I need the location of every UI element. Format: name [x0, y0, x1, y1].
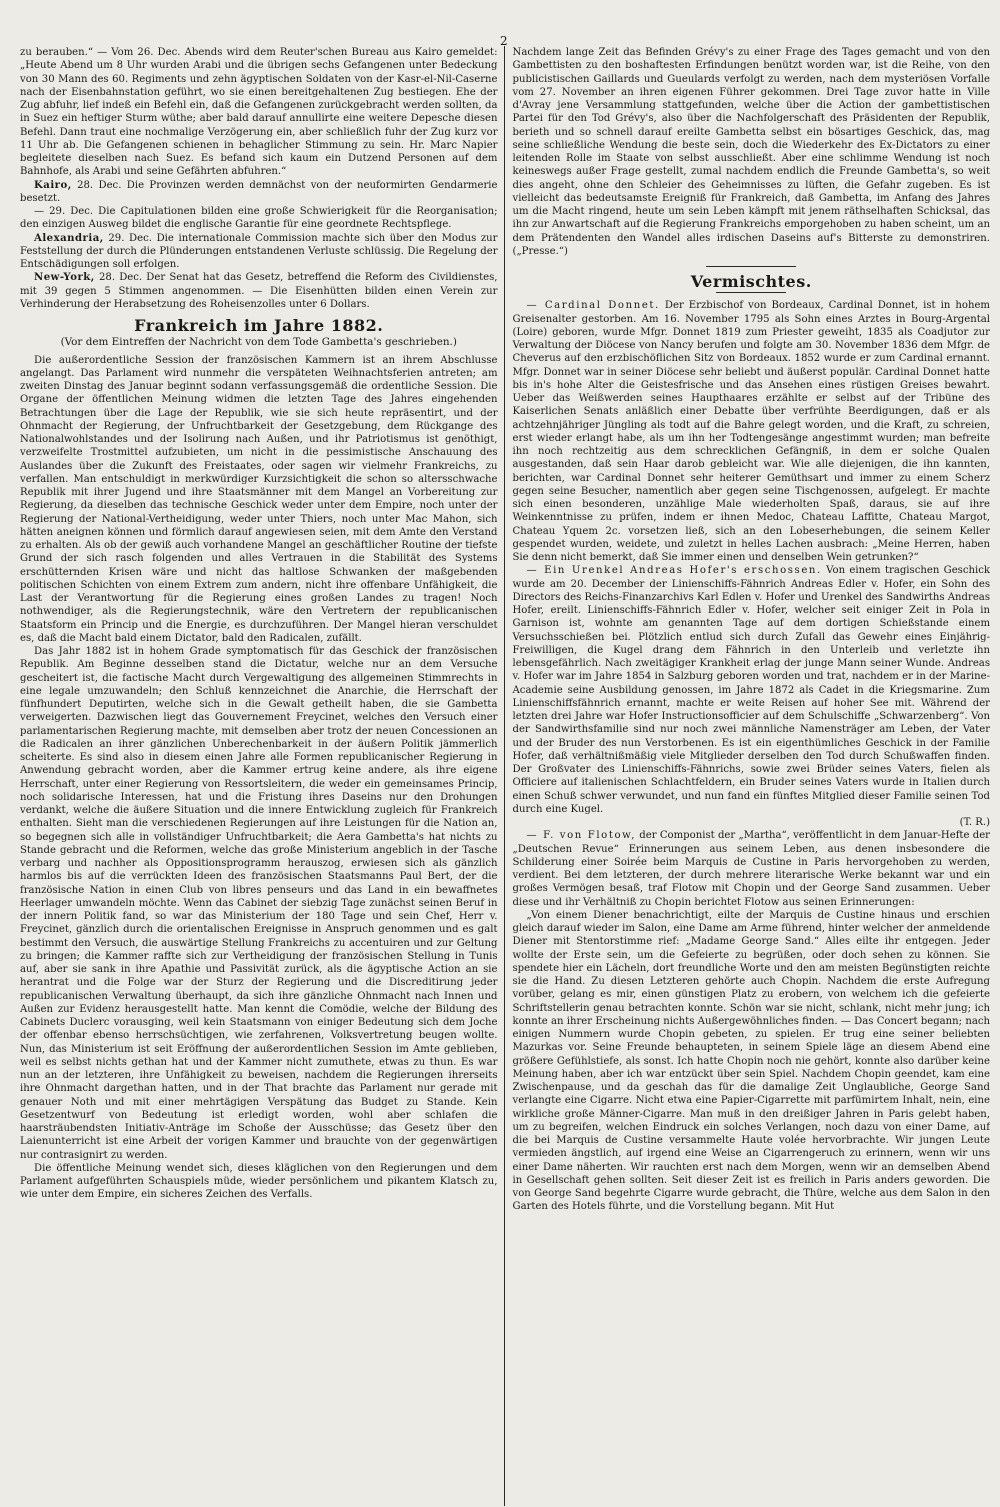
- flotow-item-text: der Componist der „Martha“, veröffentlicht in dem Januar-Hefte der „Deutschen Revue“ Erinnerungen aus seinem Leben, aus denen insbesondere die Schilderung einer Soirée beim Marquis de Custine in Paris hervorgehoben zu werden, verdient. Bei dem letzteren, der durch mehrere literarische Werke bekannt war und ein großes Vermögen besaß, traf Flotow mit Chopin und der George Sand zusammen. Ueber diese und ihr Verhältniß zu Chopin berichtet Flotow aus seinen Erinnerungen:: [512, 830, 991, 908]
- cairo-dispatch-28: [20, 179, 498, 206]
- dateline-alexandria: Alexandria,: [34, 232, 104, 244]
- cairo-dispatch-continuation: zu berauben.“ — Vom 26. Dec. Abends wird dem Reuter'schen Bureau aus Kairo gemeldet: „Heute Abend um 8 Uhr wurden Arabi und die übrigen sechs Gefangenen unter Bedeckung von 30 Mann des 60. Regiments und zehn ägyptischen Soldaten von der Kasr-el-Nil-Caserne nach der Eisenbahnstation geführt, wo sie einen bereitgehaltenen Zug bestiegen. Ehe der Zug abfuhr, lief indeß ein Befehl ein, daß die Gefangenen zurückgebracht werden sollten, da in Suez ein heftiger Sturm wüthe; aber bald darauf annullirte eine weitere Depesche diesen Befehl. Dann traut eine nochmalige Verzögerung ein, aber schließlich fuhr der Zug kurz vor 11 Uhr ab. Die Gefangenen schienen in behaglicher Stimmung zu sein. Hr. Marc Napier begleitete dieselben nach Suez. Es befand sich kaum ein Dutzend Personen auf dem Bahnhofe, als Arabi und seine Gefährten abfuhren.“: [20, 47, 498, 178]
- hofer-item: [513, 564, 991, 816]
- flotow-item: [513, 829, 991, 909]
- article-subheading: (Vor dem Eintreffen der Nachricht von dem Tode Gambetta's geschrieben.): [60, 336, 457, 349]
- heading-underline: [716, 292, 786, 293]
- newyork-dispatch-text: 28. Dec. Der Senat hat das Gesetz, betreffend die Reform des Civildienstes, mit 39 gegen 5 Stimmen angenommen. — Die Eisenhütten bilden einen Verein zur Verhinderung der Herabsetzung des Roheisenzolles unter 6 Dollars.: [20, 272, 498, 310]
- cairo-dispatch-29: — 29. Dec. Die Capitulationen bilden eine große Schwierigkeit für die Reorganisation; den einzigen Ausweg bildet die englische Garantie für eine geordnete Rechtspflege.: [20, 206, 498, 231]
- article-continuation: Nachdem lange Zeit das Befinden Grévy's zu einer Frage des Tages gemacht und von den Gambettisten zu den boshaftesten Erfindungen benützt worden war, ist die Reihe, von den publicistischen Gaillards und Gueulards verfolgt zu werden, nach dem mysteriösen Vorfalle vom 27. November an ihren eigenen Führer gekommen. Drei Tage zuvor hatte in Ville d'Avray jene Versammlung stattgefunden, welche über die Action der gambettistischen Partei für den Tod Grévy's, also über die Nachfolgerschaft des Präsidenten der Republik, berieth und so schnell darauf ereilte Gambetta selbst ein bösartiges Geschick, das, mag seine schließliche Wendung die beste sein, doch die Wiederkehr des Ex-Dictators zu einer leitenden Rolle im Staate von selbst ausschließt. Aber eine schlimme Wendung ist noch keineswegs außer Frage gestellt, zumal nachdem endlich die Freunde Gambetta's, so weit dies angeht, ohne den Schleier des Geheimnisses zu lüften, die Gefahr zugeben. Es ist vielleicht das bedeutsamste Ereigniß für Frankreich, daß Gambetta, im Anfang des Jahres um die Macht ringend, heute um sein Leben kämpft mit jenem räthselhaften Schicksal, das ihn zur Anwartschaft auf die Regierung Frankreichs emporgehoben zu haben scheint, um an dem Prätendenten den Wandel alles irdischen Daseins auf's Bitterste zu demonstriren. („Presse.“): [512, 47, 991, 257]
- alexandria-dispatch-text: 29. Dec. Die internationale Commission machte sich über den Modus zur Feststellung der durch die Plünderungen entstandenen Verluste schlüssig. Die Regelung der Entschädigungen soll erfolgen.: [20, 232, 498, 270]
- hofer-item-title: — Ein Urenkel Andreas Hofer's erschossen.: [526, 565, 822, 577]
- cairo-dispatch-28-text: 28. Dec. Die Provinzen werden demnächst von der neuformirten Gendarmerie besetzt.: [20, 179, 498, 204]
- left-column: [20, 46, 504, 1506]
- article-paragraph-2: Das Jahr 1882 ist in hohem Grade symptomatisch für das Geschick der französischen Republik. Am Beginne desselben stand die Dictatur, welche nur an dem Versuche gescheitert ist, die factische Macht durch Vergewaltigung des allgemeinen Stimmrechts in eine legale umzuwandeln; den Schluß kennzeichnet die Anarchie, die Herrschaft der fünfhundert Deputirten, welche sich in die Gewalt getheilt haben, die sie Gambetta verweigerten. Dazwischen liegt das Gouvernement Freycinet, welches den Versuch einer parlamentarischen Regierung machte, mit demselben aber trotz der neuen Concessionen an die Radicalen an ihrer gänzlichen Unberechenbarkeit in der äußern Politik jämmerlich scheiterte. Es sind also in diesem einen Jahre alle Formen republicanischer Regierung in Anwendung gebracht worden, aber die Kammer ertrug keine andere, als ihre eigene Herrschaft, unter einer Regierung von Ressortsleitern, die weder ein gemeinsames Princip, noch solidarische Interessen, hat und die Fristung ihres Daseins nur den Drohungen verdankt, welche die äußere Situation und die innere Entwicklung zugleich für Frankreich enthalten. Sieht man die verschiedenen Regierungen auf ihre Leistungen für die Nation an, so begegnen sich alle in vollständiger Unfruchtbarkeit; die Aera Gambetta's hat nichts zu Stande gebracht und die Reformen, welche das große Ministerium angeblich in der Tasche verbarg und nachher als Oppositionsprogramm herauszog, erwiesen sich als gänzlich harmlos bis auf die verrückten Ideen des französischen Staatsmanns Paul Bert, der die französische Nation in einen Club von libres penseurs und das Land in ein bewaffnetes Heerlager umwandeln möchte. Wenn das Cabinet der siebzig Tage zunächst seinen Beruf in der innern Politik fand, so war das Ministerium der 180 Tage und sein Chef, Herr v. Freycinet, gänzlich durch die orientalischen Ereignisse in Anspruch genommen und es galt bestimmt den Versuch, die auswärtige Stellung Frankreichs zu accentuiren und zur Geltung zu bringen; die Kammer raffte sich zur Vertheidigung der französischen Stellung in Tunis auf, aber sie sank in ihre Apathie und Passivität zurück, als die ägyptische Action an sie herantrat und die Folge war der Sturz der Regierung und die Discreditirung jeder republicanischen Verwaltung überhaupt, da sich ihre gänzliche Ohnmacht nach Innen und Außen zur Evidenz herausgestellt hatte. Man kennt die Comödie, welche der Bildung des Cabinets Duclerc vorausging, weil kein Staatsmann von einiger Bedeutung sich dem Joche der offenbar ebenso herrschsüchtigen, wie zerfahrenen, Volksvertretung beugen wollte. Nun, das Ministerium ist seit Eröffnung der außerordentlichen Session im Amte geblieben, weil es selbst nichts gethan hat und der Kammer nicht zumuthete, etwas zu thun. Es war nun an der letzteren, ihre Unfähigkeit zu beweisen, nachdem die Regierungen ihrerseits ihre Ohnmacht dargethan hatten, und in der That brachte das Parlament nur gerade mit genauer Noth und mit einer mehrtägigen Verspätung das Budget zu Stande. Kein Gesetzentwurf von Bedeutung ist erledigt worden, wohl aber schlafen die haarsträubendsten Initiativ-Anträge im Schoße der Ausschüsse; das Gesetz über den Laienunterricht ist eine Arbeit der vorigen Kammer und brauchte von der gegenwärtigen nur contrasignirt zu werden.: [20, 646, 498, 1161]
- section-divider: [706, 266, 796, 267]
- donnet-item-text: Der Erzbischof von Bordeaux, Cardinal Donnet, ist in hohem Greisenalter gestorben. Am 16. November 1795 als Sohn eines Arztes in Bourg-Argental (Loire) geboren, wurde Mfgr. Donnet 1819 zum Priester geweiht, 1835 als Coadjutor zur Verwaltung der Diöcese von Nancy berufen und folgte am 30. November 1836 dem Mfgr. de Cheverus auf den erzbischöflichen Sitz von Bordeaux. 1852 wurde er zum Cardinal ernannt. Mfgr. Donnet war in seiner Diöcese sehr beliebt und äußerst populär. Cardinal Donnet hatte bis in's hohe Alter die Geistesfrische und das Ansehen eines rüstigen Greises bewahrt. Ueber das Weißwerden seines Haupthaares erzählte er selbst auf der Tribüne des Kaiserlichen Senats anläßlich einer Debatte über verfrühte Beerdigungen, daß er als achtzehnjähriger Jüngling als todt auf die Bahre gelegt worden, und die Kraft, zu schreien, erst wieder erlangt habe, als um ihn her Todtengesänge angestimmt wurden; man befreite ihn noch rechtzeitig aus dem schrecklichen Gefängniß, in dem er solche Qualen ausgestanden, daß sein Haar darob gebleicht war. Wie alle diejenigen, die ihn kannten, berichten, war Cardinal Donnet sehr heiterer Gemüthsart und immer zu einem Scherz gegen seine Besucher, namentlich aber gegen seine Tischgenossen, aufgelegt. Er machte sich einen besonderen, unzählige Male wiederholten Spaß, daraus, sie auf ihre Weinkenntnisse zu prüfen, indem er ihnen Medoc, Chateau Laffitte, Chateau Margot, Chateau Yquem 2c. vorsetzen ließ, sich an den Lobeserhebungen, die seinem Keller gespendet wurden, weidete, und zuletzt in helles Lachen ausbrach: „Meine Herren, haben Sie denn nicht bemerkt, daß Sie immer einen und denselben Wein getrunken?“: [512, 300, 991, 563]
- hofer-item-text: Von einem tragischen Geschick wurde am 20. December der Linienschiffs-Fähnrich Andreas Edler v. Hofer, ein Sohn des Directors des Reichs-Finanzarchivs Karl Edlen v. Hofer und Urenkel des Sandwirths Andreas Hofer, ereilt. Linienschiffs-Fähnrich Edler v. Hofer, welcher seit einiger Zeit in Pola in Garnison ist, wohnte am genannten Tage auf dem dortigen Schießstande einem Versuchsschießen bei. Plötzlich entlud sich durch Zufall das Gewehr eines Einjährig-Freiwilligen, die Kugel drang dem Fähnrich in den Unterleib und verletzte ihn lebensgefährlich. Nach zweitägiger Krankheit erlag der junge Mann seiner Wunde. Andreas v. Hofer war im Jahre 1854 in Salzburg geboren worden und trat, nachdem er in der Marine-Academie seine Ausbildung genossen, im Jahre 1872 als Cadet in die Kriegsmarine. Zum Linienschiffsfähnrich ernannt, machte er weite Reisen auf hoher See mit. Während der letzten drei Jahre war Hofer Instructionsofficier auf dem Schulschiffe „Schwarzenberg“. Von der Sandwirthsfamilie sind nur noch zwei männliche Namensträger am Leben, der Vater und der Bruder des nun Verstorbenen. Es ist ein eigenthümliches Geschick in der Familie Hofer, daß verhältnißmäßig viele Mitglieder derselben den Tod durch Schußwaffen finden. Der Großvater des Linienschiffs-Fähnrichs, sowie zwei Brüder seines Vaters, fielen als Officiere auf italienischen Schlachtfeldern, ein Bruder seines Vaters wurde in Italien durch einen Schuß schwer verwundet, und nun fand ein fünftes Mitglied dieser Familie seinen Tod durch eine Kugel.: [512, 565, 991, 815]
- flotow-quote: „Von einem Diener benachrichtigt, eilte der Marquis de Custine hinaus und erschien gleich darauf wieder im Salon, eine Dame am Arme führend, hinter welcher der anmeldende Diener mit Stentorstimme rief: „Madame George Sand.“ Alles eilte ihr entgegen. Jeder wollte der Erste sein, um die Gefeierte zu begrüßen, oder doch sehen zu können. Sie spendete hier ein Lächeln, dort freundliche Worte und den am meisten Begünstigten reichte sie die Hand. Zu diesen Letzteren gehörte auch Chopin. Nachdem die erste Aufregung vorüber, gelang es mir, einen günstigen Platz zu erobern, von welchem ich die gefeierte Schriftstellerin genau betrachten konnte. Schön war sie nicht, schlank, nicht mehr jung; ich konnte an ihrer Erscheinung nichts Außergewöhnliches finden. — Das Concert begann; nach einigen Nummern wurde Chopin gebeten, zu spielen. Er trug eine seiner beliebten Mazurkas vor. Seine Freunde behaupteten, in seinem Spiele läge an diesem Abend eine größere Gefühlstiefe, als sonst. Ich hatte Chopin noch nie gehört, konnte also darüber keine Meinung haben, aber ich war entzückt über sein Spiel. Nachdem Chopin geendet, kam eine Zwischenpause, und da geschah das für die damalige Zeit Unglaubliche, George Sand verlangte eine Cigarre. Nicht etwa eine Papier-Cigarrette mit parfümirtem Inhalt, nein, eine wirkliche große Männer-Cigarre. Man muß in den dreißiger Jahren in Paris gelebt haben, um zu begreifen, welchen Eindruck ein solches Verlangen, noch dazu von einer Dame, auf die bei Marquis de Custine versammelte Haute volée hervorbrachte. Wir jungen Leute vermieden ängstlich, auf irgend eine Weise an Cigarrengeruch zu erinnern, wenn wir uns einer Dame näherten. Wir rauchten erst nach dem Morgen, wenn wir an demselben Abend in Gesellschaft gehen sollten. Seit dieser Zeit ist es freilich in Paris anders geworden. Die von George Sand begehrte Cigarre wurde gebracht, die Thüre, welche aus dem Salon in den Garten des Hotels führte, und die Vorstellung begann. Mit Hut: [512, 909, 991, 1213]
- hofer-item-source: (T. R.): [959, 817, 991, 828]
- flotow-item-title: — F. von Flotow,: [526, 830, 637, 842]
- right-column: [505, 46, 991, 1506]
- article-paragraph-1: Die außerordentliche Session der französischen Kammern ist an ihrem Abschlusse angelangt. Das Parlament wird nunmehr die verspäteten Weihnachtsferien antreten; am zweiten Dinstag des Januar beginnt sodann verfassungsgemäß die ordentliche Session. Die Organe der öffentlichen Meinung widmen die letzten Tage des Jahres eingehenden Betrachtungen über die Lage der Republik, wie sie sich heute repräsentirt, und der Ohnmacht der Regierung, der Unfruchtbarkeit der Gesetzgebung, dem Rückgange des Nationalwohlstandes und der Isolirung nach Außen, und ihr Patriotismus ist genöthigt, verzweifelte Trostmittel aufzubieten, um nicht in die pessimistische Anschauung des Auslandes über die Zukunft des Freistaates, oder sagen wir vielmehr Frankreichs, zu verfallen. Man entschuldigt in merkwürdiger Kurzsichtigkeit die schon so altersschwache Republik mit ihrer Jugend und ihre Staatsmänner mit dem Mangel an Vorbereitung zur Regierung, da dieselben das technische Geschick weder unter dem Empire, noch unter der Regierung der National-Vertheidigung, weder unter Thiers, noch unter Mac Mahon, sich hätten aneignen können und förmlich darauf angewiesen seien, mit dem Amte den Verstand zu erhalten. Als ob der gewiß auch vorhandene Mangel an geschäftlicher Routine der tiefste Grund der sich rasch folgenden und alles Vertrauen in die Stabilität des Systems erschütternden Krisen wäre und nicht das haltlose Schwanken der maßgebenden politischen Schichten von einem Extrem zum andern, nicht ihre offenbare Unfähigkeit, die Last der Verantwortung für die Regierung eines großen Landes zu tragen! Noch nothwendiger, als die Regierungstechnik, wäre den Vertretern der republicanischen Staatsform ein Princip und die Energie, es durchzuführen. Der Mangel hieran verschuldet es, daß die Macht bald einem Dictator, bald den Radicalen, zufällt.: [20, 354, 498, 644]
- section-heading: Vermischtes.: [690, 272, 812, 291]
- alexandria-dispatch: [20, 232, 498, 272]
- donnet-item: [513, 299, 991, 564]
- two-column-body: [20, 46, 990, 1506]
- page-number: 2: [500, 34, 508, 48]
- donnet-item-title: — Cardinal Donnet.: [526, 300, 660, 312]
- newyork-dispatch: [20, 271, 498, 311]
- article-heading: Frankreich im Jahre 1882.: [134, 316, 384, 335]
- dateline-newyork: New-York,: [34, 272, 95, 284]
- article-paragraph-3: Die öffentliche Meinung wendet sich, dieses kläglichen von den Regierungen und dem Parlament aufgeführten Schauspiels müde, wieder persönlichem und pikantem Klatsch zu, wie unter dem Empire, ein sicheres Zeichen des Verfalls.: [20, 1162, 498, 1201]
- dateline-kairo: Kairo,: [34, 179, 72, 191]
